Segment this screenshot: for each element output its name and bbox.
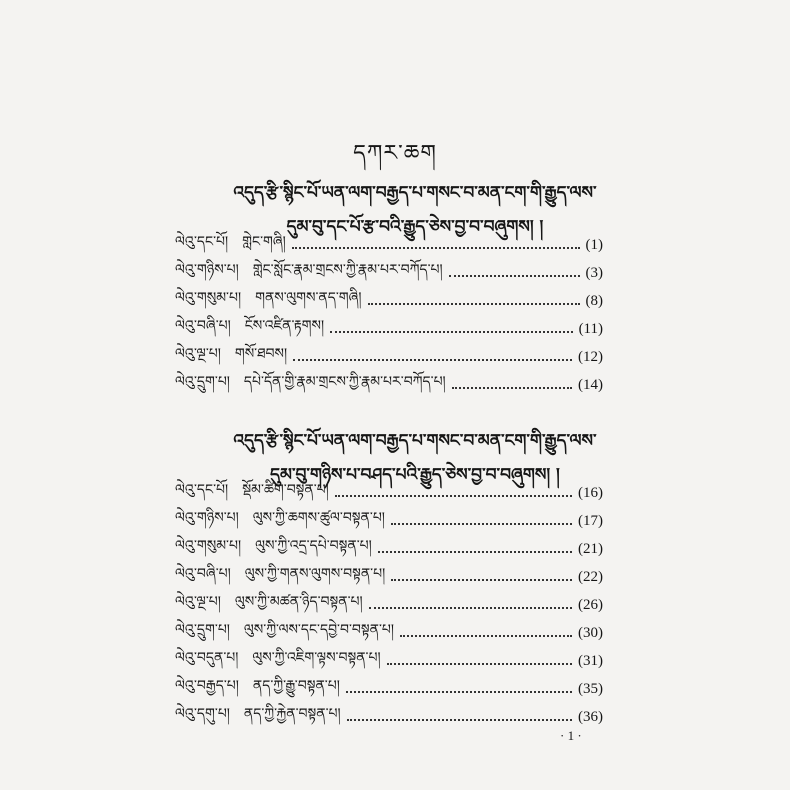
toc-title: ལུས་ཀྱི་ལས་དང་དབྱེ་བ་བསྟན་པ། [243,622,394,638]
toc-title: ནད་ཀྱི་རྐྱེན་བསྟན་པ། [243,706,341,722]
toc-title: ནད་ཀྱི་རྒྱུ་བསྟན་པ། [252,678,340,694]
toc-title: ལུས་ཀྱི་འདྲ་དཔེ་བསྟན་པ། [255,538,372,554]
page-title: དཀར་ཆག [353,141,437,166]
toc-title: ལུས་ཀྱི་མཚན་ཉིད་བསྟན་པ། [234,594,363,610]
dot-leader [449,275,580,277]
toc-entry [175,649,603,673]
toc-chapter: ལེའུ་གཉིས་པ། [175,262,239,278]
toc-page-number: (16) [578,484,603,501]
toc-page-number: (22) [578,568,603,585]
toc-page-number: (21) [578,540,603,557]
toc-chapter: ལེའུ་གསུམ་པ། [175,538,242,554]
toc-chapter: ལེའུ་གསུམ་པ། [175,290,242,306]
dot-leader [369,607,572,609]
toc-page-number: (14) [578,376,603,393]
toc-title: ལུས་ཀྱི་གནས་ལུགས་བསྟན་པ། [244,566,386,582]
toc-page-number: (30) [578,624,603,641]
toc-title: ལུས་ཀྱི་ཆགས་ཚུལ་བསྟན་པ། [252,510,385,526]
toc-page-number: (31) [578,652,603,669]
toc-entry [175,705,603,729]
toc-title: གནས་ལུགས་ནད་གཞི། [255,290,362,306]
toc-page-number: (35) [578,680,603,697]
toc-page-number: (1) [585,236,603,253]
section-heading-line: དུམ་བུ་དང་པོ་རྩ་བའི་རྒྱུད་ཅེས་བྱ་བ་བཞུགས། ། [286,217,544,237]
toc-entry [175,621,603,645]
section-heading-line: འདུད་རྩི་སྙིང་པོ་ཡན་ལག་བརྒྱད་པ་གསང་བ་མན་ངག་གི་རྒྱུད་ལས་ [233,431,597,451]
toc-chapter: ལེའུ་བཞི་པ། [175,318,231,334]
toc-chapter: ལེའུ་བདུན་པ། [175,650,239,666]
toc-chapter: ལེའུ་ལྔ་པ། [175,346,221,362]
section-heading-line: དུམ་བུ་གཉིས་པ་བཤད་པའི་རྒྱུད་ཅེས་བྱ་བ་བཞུགས། ། [270,465,560,485]
dot-leader [378,551,572,553]
toc-title: ངོས་འཛིན་རྟགས། [244,318,325,334]
toc-chapter: ལེའུ་དང་པོ། [175,482,229,498]
toc-page-number: (3) [585,264,603,281]
toc-entry [175,537,603,561]
dot-leader [347,719,572,721]
toc-page-number: (26) [578,596,603,613]
toc-chapter: ལེའུ་དང་པོ། [175,234,229,250]
toc-entry [175,677,603,701]
dot-leader [335,495,572,497]
dot-leader [391,523,572,525]
toc-entry [175,481,603,505]
toc-title: སྡོམ་ཚིག་བསྟན་པ། [242,482,329,498]
toc-title: གླེང་སློང་རྣམ་གྲངས་ཀྱི་རྣམ་པར་བཀོད་པ། [252,262,443,278]
toc-title: གསོ་ཐབས། [234,346,288,362]
footer-page-number: · 1 · [560,728,582,743]
toc-title: གླེང་གཞི། [242,234,286,250]
toc-title: ལུས་ཀྱི་འཇིག་ལྟས་བསྟན་པ། [252,650,381,666]
toc-title: དཔེ་དོན་གྱི་རྣམ་གྲངས་ཀྱི་རྣམ་པར་བཀོད་པ། [243,374,446,390]
dot-leader [292,247,580,249]
toc-page-number: (12) [578,348,603,365]
toc-chapter: ལེའུ་དགུ་པ། [175,706,230,722]
toc-chapter: ལེའུ་དྲུག་པ། [175,622,230,638]
dot-leader [452,387,572,389]
dot-leader [391,579,572,581]
toc-chapter: ལེའུ་གཉིས་པ། [175,510,239,526]
toc-page-number: (8) [585,292,603,309]
toc-page-number: (36) [578,708,603,725]
toc-entry [175,289,603,313]
toc-chapter: ལེའུ་བརྒྱད་པ། [175,678,239,694]
section-heading-line: འདུད་རྩི་སྙིང་པོ་ཡན་ལག་བརྒྱད་པ་གསང་བ་མན་ངག་གི་རྒྱུད་ལས་ [233,183,597,203]
toc-page-number: (17) [578,512,603,529]
toc-chapter: ལེའུ་བཞི་པ། [175,566,231,582]
toc-entry [175,373,603,397]
dot-leader [387,663,572,665]
dot-leader [293,359,572,361]
dot-leader [346,691,572,693]
dot-leader [400,635,572,637]
dot-leader [368,303,580,305]
toc-chapter: ལེའུ་དྲུག་པ། [175,374,230,390]
dot-leader [330,331,572,333]
toc-page-number: (11) [578,320,603,337]
toc-chapter: ལེའུ་ལྔ་པ། [175,594,221,610]
